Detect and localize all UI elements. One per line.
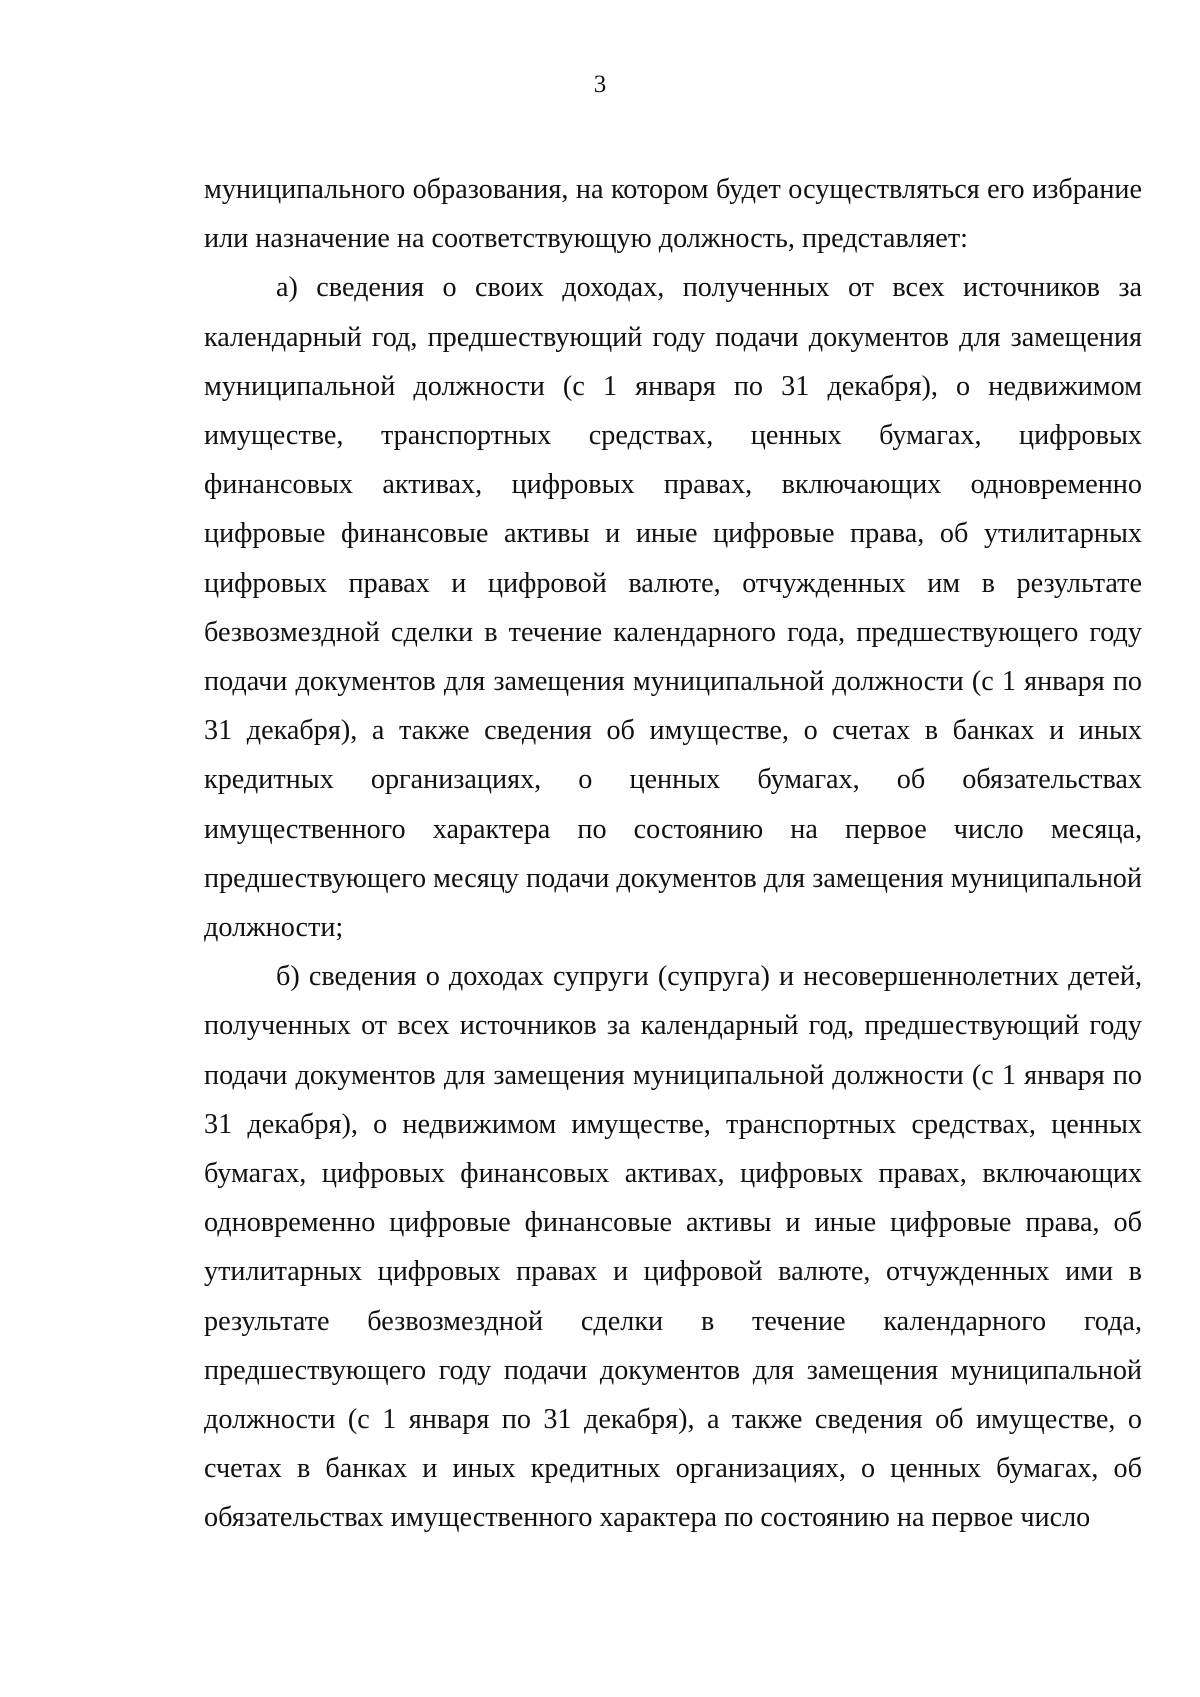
paragraph-item-b: б) сведения о доходах супруги (супруга) и несовершеннолетних детей, полученных от всех источников за календарный год, предшествующий году подачи документов для замещения муниципальной должности (с 1 января по 31 декабря), о недвижимом имуществе, транспортных средствах, ценных бумагах, цифровых финансовых активах, цифровых правах, включающих одновременно цифровые финансовые активы и иные цифровые права, об утилитарных цифровых правах и цифровой валюте, отчужденных ими в результате безвозмездной сделки в течение календарного года, предшествующего году подачи документов для замещения муниципальной должности (с 1 января по 31 декабря), а также сведения об имуществе, о счетах в банках и иных кредитных организациях, о ценных бумагах, об обязательствах имущественного характера по состоянию на первое число [204,961,1142,1534]
page-number: 3 [593,71,607,98]
paragraph-item-a: а) сведения о своих доходах, полученных от всех источников за календарный год, предшествующий году подачи документов для замещения муниципальной должности (с 1 января по 31 декабря), о недвижимом имуществе, транспортных средствах, ценных бумагах, цифровых финансовых активах, цифровых правах, включающих одновременно цифровые финансовые активы и иные цифровые права, об утилитарных цифровых правах и цифровой валюте, отчужденных им в результате безвозмездной сделки в течение календарного года, предшествующего году подачи документов для замещения муниципальной должности (с 1 января по 31 декабря), а также сведения об имуществе, о счетах в банках и иных кредитных организациях, о ценных бумагах, об обязательствах имущественного характера по состоянию на первое число месяца, предшествующего месяцу подачи документов для замещения муниципальной должности; [204,272,1142,944]
paragraph-continuation: муниципального образования, на котором будет осуществляться его избрание или назначение на соответствующую должность, представляет: [204,174,1142,255]
document-body [204,165,1142,1543]
